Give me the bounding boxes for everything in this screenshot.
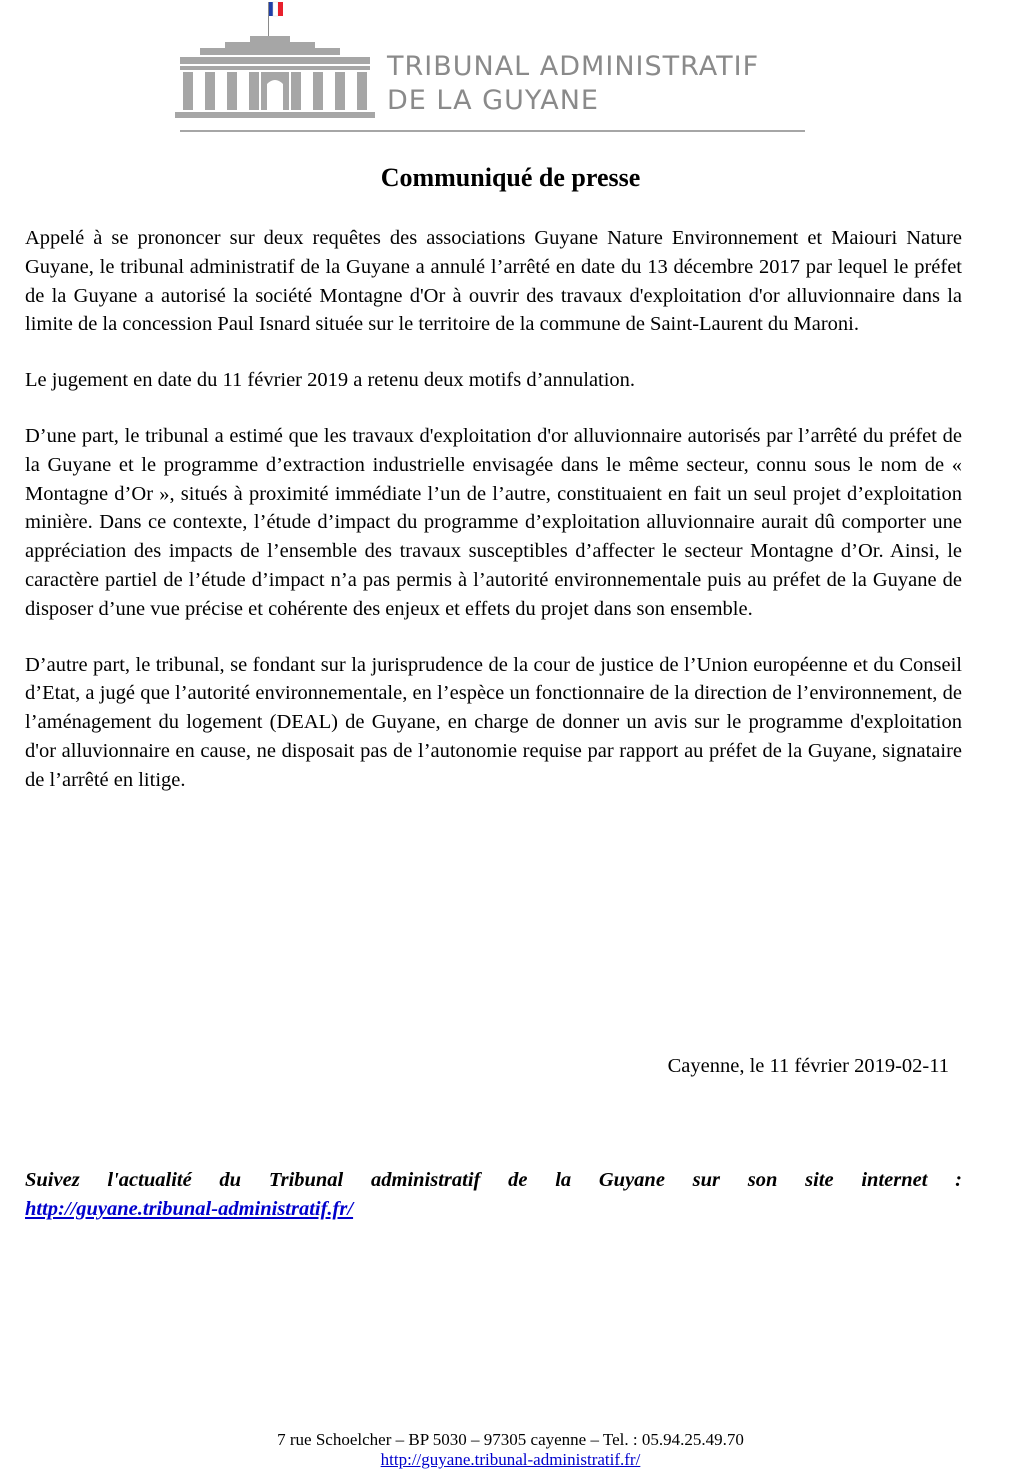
footer <box>0 1430 1021 1470</box>
place-date-signoff: Cayenne, le 11 février 2019-02-11 <box>667 1055 949 1077</box>
org-name-line2: DE LA GUYANE <box>387 85 599 116</box>
footer-website-link[interactable]: http://guyane.tribunal-administratif.fr/ <box>380 1450 641 1469</box>
org-name-line1: TRIBUNAL ADMINISTRATIF <box>387 51 760 82</box>
letterhead <box>175 0 815 140</box>
tribunal-building-logo <box>175 0 380 130</box>
paragraph-4: D’autre part, le tribunal, se fondant sur la jurisprudence de la cour de justice de l’Union européenne et du Conseil d’Etat, a jugé que l’autorité environnementale, en l’espèce un fonctionnaire de la direction de l’environnement, de l’aménagement du logement (DEAL) de Guyane, en charge de donner un avis sur le programme d'exploitation d'or alluvionnaire en cause, ne disposait pas de l’autonomie requise par rapport au préfet de la Guyane, signataire de l’arrêté en litige. <box>25 653 962 791</box>
website-link[interactable]: http://guyane.tribunal-administratif.fr/ <box>25 1198 354 1220</box>
page-title: Communiqué de presse <box>380 163 641 192</box>
paragraph-3: D’une part, le tribunal a estimé que les travaux d'exploitation d'or alluvionnaire autorisés par l’arrêté du préfet de la Guyane et le programme d’extraction industrielle envisagée dans le même secteur, connu sous le nom de « Montagne d’Or », situés à proximité immédiate l’un de l’autre, constituaient en fait un seul projet d’exploitation minière. Dans ce contexte, l’étude d’impact du programme d’exploitation alluvionnaire aurait dû comporter une appréciation des impacts de l’ensemble des travaux susceptibles d’affecter le secteur Montagne d’Or. Ainsi, le caractère partiel de l’étude d’impact n’a pas permis à l’autorité environnementale puis au préfet de la Guyane de disposer d’une vue précise et cohérente des enjeux et effets du projet dans son ensemble. <box>25 424 962 620</box>
footer-address: 7 rue Schoelcher – BP 5030 – 97305 cayenne – Tel. : 05.94.25.49.70 <box>277 1430 744 1449</box>
flag-stripe-red <box>278 2 283 16</box>
follow-website-text: Suivez l'actualité du Tribunal administratif de la Guyane sur son site internet : <box>25 1169 962 1191</box>
paragraph-1: Appelé à se prononcer sur deux requêtes des associations Guyane Nature Environnement et Maiouri Nature Guyane, le tribunal administratif de la Guyane a annulé l’arrêté en date du 13 décembre 2017 par lequel le préfet de la Guyane a autorisé la société Montagne d'Or à ouvrir des travaux d'exploitation d'or alluvionnaire dans la limite de la concession Paul Isnard située sur le territoire de la commune de Saint-Laurent du Maroni. <box>25 227 962 336</box>
paragraph-2: Le jugement en date du 11 février 2019 a retenu deux motifs d’annulation. <box>25 369 636 392</box>
header-divider <box>180 130 805 132</box>
flag-stripe-white <box>273 2 278 16</box>
org-name <box>387 50 759 118</box>
press-release-body <box>25 224 962 822</box>
